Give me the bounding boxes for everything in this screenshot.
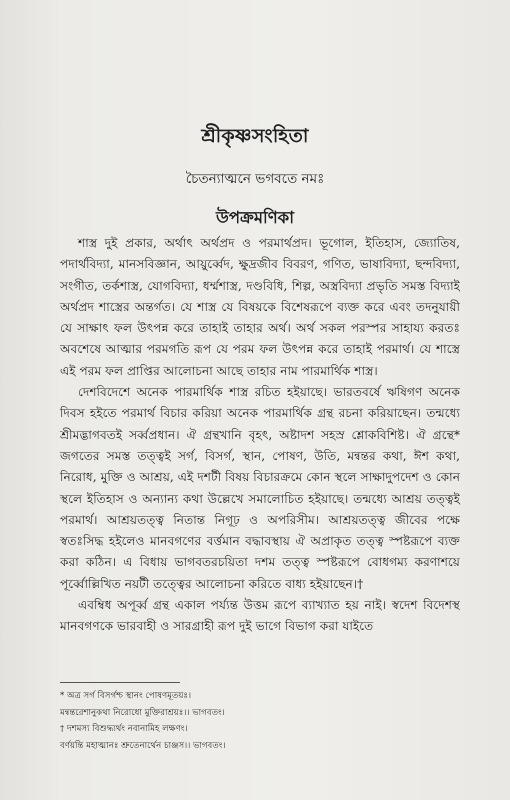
paragraph: এবম্বিধ অপূর্ব্ব গ্রন্থ একাল পর্য্যন্ত উত্তম রূপে ব্যাখ্যাত হয় নাই। স্বদেশ বিদেশস্থ মানবগণকে ভারবাহী ও সারগ্রাহী রূপ দুই ভাগে বিভাগ করা যাইতে [60,598,460,634]
section-heading: উপক্রমণিকা [215,208,295,227]
footnote-line: † দশমস্য বিশুদ্ধ্যর্থং নবানামিহ লক্ষণং। [60,724,188,734]
footnote-line: বর্ণয়ন্তি মহাত্মানঃ শ্রুতেনার্থেন চাঞ্জস।। ভাগবতং। [60,740,226,751]
footnote-line: * অত্র সর্গ বিসর্গশ্চ স্থানং পোষণমূতয়ঃ। [60,691,192,701]
invocation-line: চৈতন্যাত্মনে ভগবতে নমঃ [185,171,325,187]
body-text [60,233,460,638]
paragraph: শাস্ত্র দুই প্রকার, অর্থাৎ অর্থপ্রদ ও পরমার্থপ্রদ। ভূগোল, ইতিহাস, জ্যোতিষ, পদার্থবিদ্যা, মানসবিজ্ঞান, আয়ুর্ব্বেদ, ক্ষুদ্রজীব বিবরণ, গণিত, ভাষাবিদ্যা, ছন্দবিদ্যা, সংগীত, তর্কশাস্ত্র, যোগবিদ্যা, ধর্ম্মশাস্ত্র, দণ্ডবিধি, শিল্প, অস্ত্রবিদ্যা প্রভৃতি সমস্ত বিদ্যাই অর্থপ্রদ শাস্ত্রের অন্তর্গত। যে শাস্ত্র যে বিষয়কে বিশেষরূপে ব্যক্ত করে এবং তদনুযায়ী যে সাক্ষাৎ ফল উৎপন্ন করে তাহাই তাহার অর্থ। অর্থ সকল পরস্পর সাহায্য করতঃ অবশেষে আত্মার পরমগতি রূপ যে পরম ফল উৎপন্ন করে তাহাই পরমার্থ। যে শাস্ত্রে এই পরম ফল প্রাপ্তির আলোচনা আছে তাহার নাম পারমার্থিক শাস্ত্র। [60,236,460,378]
page-title: শ্রীকৃষ্ণসংহিতা [201,125,309,147]
paragraph: দেশবিদেশে অনেক পারমার্থিক শাস্ত্র রচিত হইয়াছে। ভারতবর্ষে ঋষিগণ অনেক দিবস হইতে পরমার্থ বিচার করিয়া অনেক পারমার্থিক গ্রন্থ রচনা করিয়াছেন। তন্মধ্যে শ্রীমদ্ভাগবতই সর্ব্বপ্রধান। ঐ গ্রন্থখানি বৃহৎ, অষ্টাদশ সহস্র শ্লোকবিশিষ্ট। ঐ গ্রন্থে* জগতের সমস্ত তত্ত্বই সর্গ, বিসর্গ, স্থান, পোষণ, উতি, মন্বন্তর কথা, ঈশ কথা, নিরোধ, মুক্তি ও আশ্রয়, এই দশটী বিষয় বিচারক্রমে কোন স্থলে সাক্ষাদুপদেশ ও কোন স্থলে ইতিহাস ও অন্যান্য কথা উল্লেখে সমালোচিত হইয়াছে। তন্মধ্যে আশ্রয় তত্ত্বই পরমার্থ। আশ্রয়তত্ত্ব নিতান্ত নিগূঢ় ও অপরিসীম। আশ্রয়তত্ত্ব জীবের পক্ষে স্বতঃসিদ্ধ হইলেও মানবগণের বর্ত্তমান বদ্ধাবস্থায় ঐ অপ্রাকৃত তত্ত্ব স্পষ্টরূপে ব্যক্ত করা কঠিন। এ বিধায় ভাগবতরচয়িতা দশম তত্ত্ব স্পষ্টরূপে বোধগম্য করণাশয়ে পূর্ব্বোল্লিখিত নয়টী তত্ত্বের আলোচনা করিতে বাধ্য হইয়াছেন।† [60,385,460,591]
footnote-divider [60,682,180,683]
footnotes [60,688,460,754]
footnote-line: মন্বন্তরেশানুকথা নিরোধো মুক্তিরাশ্রয়ঃ।। ভাগবতং। [60,707,225,718]
